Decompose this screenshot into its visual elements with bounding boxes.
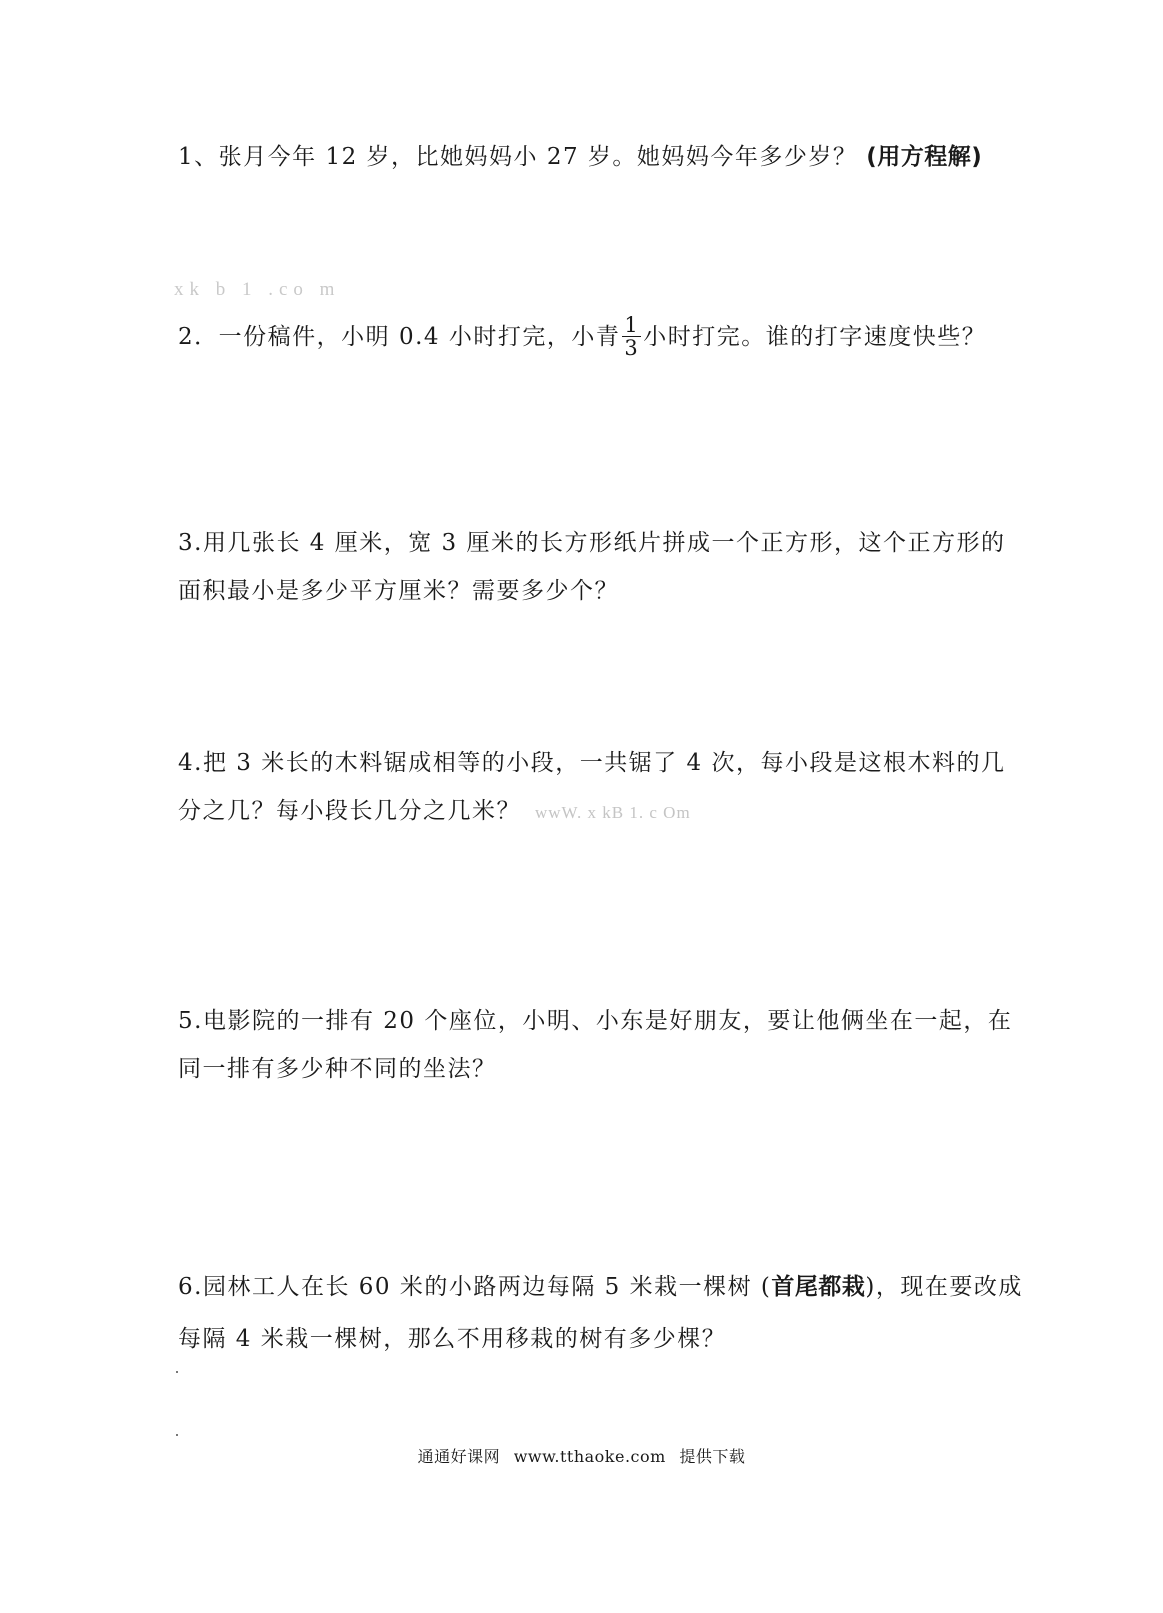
fraction-denominator: 3 — [624, 335, 640, 360]
question-1-hint: (用方程解) — [866, 144, 983, 170]
page-footer — [0, 1444, 1163, 1467]
footer-site-name: 通通好课网 — [417, 1447, 501, 1466]
question-6 — [178, 1261, 1028, 1365]
question-1 — [178, 133, 1028, 181]
question-3 — [178, 519, 1028, 615]
scan-dot — [176, 1434, 178, 1436]
question-1-text: 1、张月今年 12 岁，比她妈妈小 27 岁。她妈妈今年多少岁？ — [178, 144, 867, 170]
question-3-text: 3.用几张长 4 厘米，宽 3 厘米的长方形纸片拼成一个正方形，这个正方形的面积最小是多少平方厘米？需要多少个？ — [178, 530, 1006, 604]
question-5 — [178, 997, 1028, 1093]
question-2-post: 小时打完。谁的打字速度快些？ — [643, 324, 987, 350]
question-5-text: 5.电影院的一排有 20 个座位，小明、小东是好朋友，要让他俩坐在一起，在同一排有多少种不同的坐法？ — [178, 1008, 1013, 1082]
question-6-pre: 6.园林工人在长 60 米的小路两边每隔 5 米栽一棵树 ( — [178, 1274, 772, 1300]
fraction-numerator: 1 — [624, 312, 640, 337]
footer-suffix: 提供下载 — [679, 1447, 746, 1466]
scan-dot — [176, 1371, 178, 1373]
question-4 — [178, 739, 1028, 837]
watermark-inline: wwW. x kB 1. c Om — [535, 803, 691, 822]
question-2 — [178, 313, 1028, 361]
footer-url: www.tthaoke.com — [513, 1447, 666, 1466]
fraction-one-third — [622, 314, 641, 359]
question-6-post: )，现在要改成每隔 4 米栽一棵树，那么不用移栽的树有多少棵？ — [178, 1274, 1023, 1352]
watermark-top: xk b 1 .co m — [174, 279, 341, 300]
question-6-emphasis: 首尾都栽 — [771, 1274, 866, 1300]
question-4-text: 4.把 3 米长的木料锯成相等的小段，一共锯了 4 次，每小段是这根木料的几分之几？每小段长几分之几米？ — [178, 750, 1006, 824]
question-2-pre: 2．一份稿件，小明 0.4 小时打完，小青 — [178, 324, 621, 350]
